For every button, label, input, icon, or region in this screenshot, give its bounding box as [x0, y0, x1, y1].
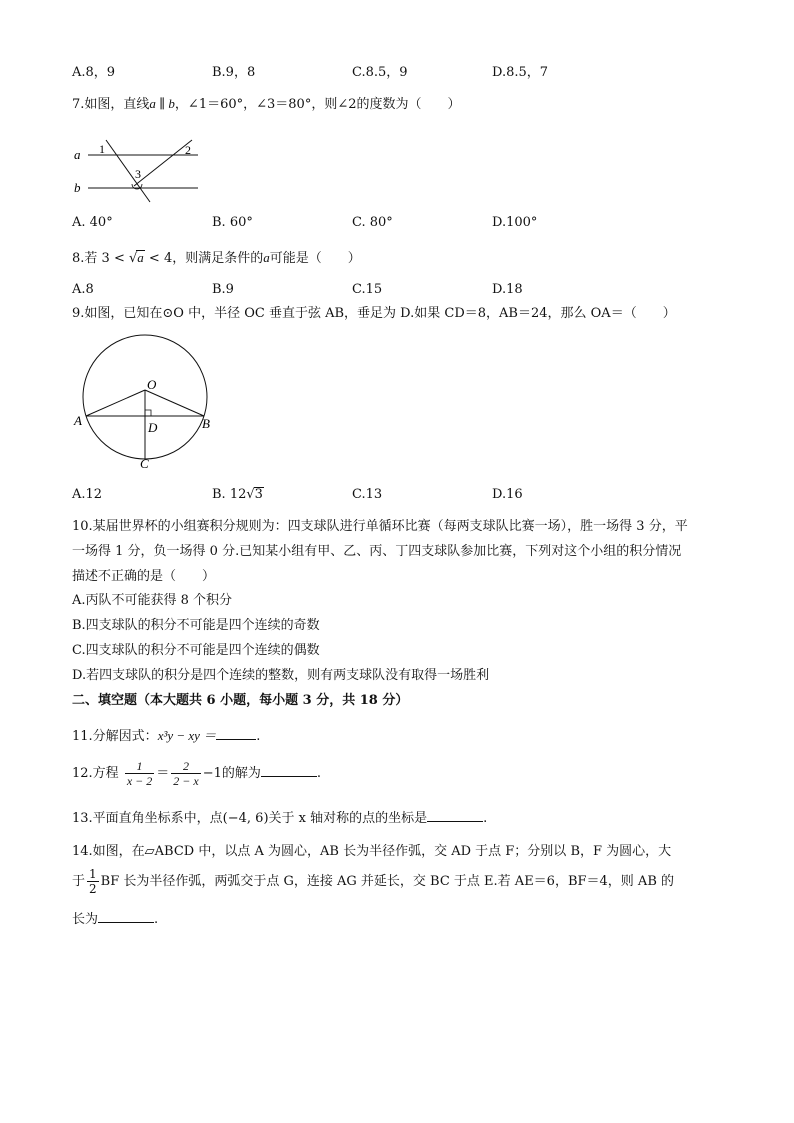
q12-rest: −1的解为	[202, 766, 261, 781]
q9-figure	[70, 322, 220, 472]
q14-answer-blank[interactable]	[98, 910, 154, 923]
q9-radius-ob	[145, 390, 204, 416]
q7-stem	[72, 96, 461, 113]
q10-option-b: B.四支球队的积分不可能是四个连续的奇数	[72, 618, 320, 633]
q9-stem: 9.如图，已知在⊙O 中，半径 OC 垂直于弦 AB，垂足为 D.如果 CD＝8，AB＝24，那么 OA＝（ ）	[72, 306, 676, 321]
q9-option-b: B. 12√3	[212, 487, 263, 502]
q6-option-a: A.8，9	[72, 65, 116, 80]
q11-answer-blank[interactable]	[216, 727, 256, 740]
q7-parallel: a ∥ b	[149, 96, 175, 111]
q13-stem: 13.平面直角坐标系中，点(−4, 6)关于 x 轴对称的点的坐标是 .	[72, 811, 488, 826]
q8-prefix: 8.若 3 <	[72, 251, 125, 266]
q6-option-b: B.9，8	[212, 65, 256, 80]
q9-label-c: C	[140, 456, 149, 471]
q14-line-1: 14.如图，在▱ABCD 中，以点 A 为圆心，AB 长为半径作弧，交 AD 于点 F；分别以 B，F 为圆心，大	[72, 844, 672, 859]
q8-radicand: a	[137, 250, 144, 265]
q11-expr: x³y − xy ＝	[157, 728, 217, 743]
q12-prefix: 12.方程	[72, 766, 119, 781]
q7-option-b: B. 60°	[212, 215, 253, 230]
q10-line-2: 一场得 1 分，负一场得 0 分.已知某小组有甲、乙、丙、丁四支球队参加比赛，下列对这个小组的积分情况	[72, 544, 682, 559]
q7-transversal-1	[106, 140, 150, 202]
q12-fraction-1: $\frac{1}{x - 2}$	[126, 759, 153, 788]
q8-suffix: < 4，则满足条件的	[148, 251, 264, 266]
q7-option-c: C. 80°	[352, 215, 393, 230]
q10-line-1: 10.某届世界杯的小组赛积分规则为：四支球队进行单循环比赛（每两支球队比赛一场），胜一场得 3 分，平	[72, 519, 688, 534]
q10-option-a: A.丙队不可能获得 8 个积分	[72, 593, 233, 608]
q7-transversal-2	[134, 140, 192, 186]
q8-option-b: B.9	[212, 282, 234, 297]
q12-stem: 12.方程 $\frac{1}{x - 2}$ ＝ $\frac{2}{2 - x}$ −1的解为 .	[72, 759, 322, 788]
q8-tail: 可能是（ ）	[269, 251, 361, 266]
q14-line-2: 于 $\frac{1}{2}$ BF 长为半径作弧，两弧交于点 G，连接 AG 并延长，交 BC 于点 E.若 AE＝6，BF＝4，则 AB 的	[72, 867, 675, 896]
q9-option-a: A.12	[72, 487, 103, 502]
q7-figure	[72, 134, 212, 206]
q9-option-d: D.16	[492, 487, 523, 502]
q9-option-b-radicand: 3	[254, 487, 263, 502]
q7-label-1: 1	[99, 142, 105, 156]
q7-label-3: 3	[135, 167, 141, 181]
q9-label-b: B	[202, 416, 210, 431]
q9-label-a: A	[74, 413, 82, 428]
q10-option-d: D.若四支球队的积分是四个连续的整数，则有两支球队没有取得一场胜利	[72, 668, 490, 683]
q8-option-a: A.8	[72, 282, 94, 297]
q9-radius-oa	[86, 390, 145, 416]
q7-label-a: a	[74, 147, 81, 162]
q11-prefix: 11.分解因式：	[72, 729, 158, 744]
q7-prefix: 7.如图，直线	[72, 97, 150, 112]
q9-label-d: D	[148, 420, 158, 435]
q7-label-2: 2	[185, 143, 191, 157]
q10-option-c: C.四支球队的积分不可能是四个连续的偶数	[72, 643, 320, 658]
q11-stem: 11.分解因式：x³y − xy ＝ .	[72, 728, 261, 744]
q14-line-3: 长为 .	[72, 912, 159, 927]
q6-option-c: C.8.5，9	[352, 65, 408, 80]
q12-fraction-2: $\frac{2}{2 - x}$	[173, 759, 199, 788]
q8-option-d: D.18	[492, 282, 523, 297]
q10-line-3: 描述不正确的是（ ）	[72, 569, 216, 584]
section-heading-fill-in: 二、填空题（本大题共 6 小题，每小题 3 分，共 18 分）	[72, 693, 409, 708]
q7-rest: ，∠1＝60°，∠3＝80°，则∠2的度数为（ ）	[174, 97, 461, 112]
q13-answer-blank[interactable]	[427, 809, 483, 822]
q14-half-fraction: $\frac{1}{2}$	[89, 867, 97, 896]
q8-var: a	[263, 250, 270, 265]
q7-label-b: b	[74, 180, 81, 195]
q8-stem: 8.若 3 < √a < 4，则满足条件的a可能是（ ）	[72, 250, 361, 266]
q9-option-c: C.13	[352, 487, 383, 502]
q12-answer-blank[interactable]	[261, 764, 317, 777]
q9-right-angle	[145, 410, 151, 416]
q7-option-a: A. 40°	[72, 215, 113, 230]
q9-label-o: O	[147, 377, 157, 392]
q7-option-d: D.100°	[492, 215, 538, 230]
q6-option-d: D.8.5，7	[492, 65, 549, 80]
q8-option-c: C.15	[352, 282, 383, 297]
